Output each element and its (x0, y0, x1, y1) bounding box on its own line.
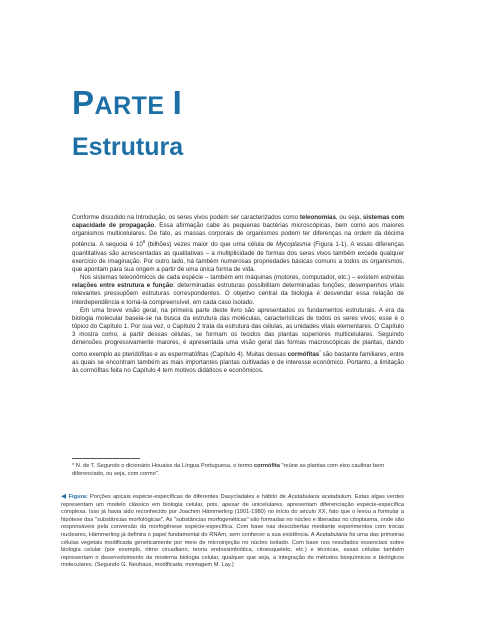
paragraph-1 (72, 214, 404, 274)
footnote-marker: * (319, 348, 321, 354)
term-acetabularia-acetabulum: Acetabularia acetabulum (287, 494, 352, 500)
footnote (72, 463, 404, 478)
exponent: 9 (142, 239, 146, 245)
part-word-rest: ARTE (94, 92, 165, 120)
text-run: . Estas algas verdes representam um modelo clássico em biologia celular, pois, (61, 494, 404, 508)
part-title: Estrutura (72, 133, 184, 161)
part-numeral: I (172, 84, 183, 121)
text-run: (Figura 1-1). A essas diferenças quantitativas são acrescentadas as qualitativas – a multiplicidade de formas dos seres vivos também excede qualquer exercício de imaginação. Por outro lado, há também numerosas propriedades básicas comuns a todos os organismos, que apontam para sua origem a partir de uma única forma de vida. (72, 241, 404, 273)
text-run: * N. de T. Segundo o dicionário Houaiss da Língua Portuguesa, o termo (72, 463, 255, 469)
text-run: Em uma breve visão geral, na primeira parte deste livro são apresentados os fundamentos estruturais. A era da biologia molecular baseia-se na busca da estrutura das moléculas, características de todos os seres vivos; esse é o tópico do Capítulo 1. Por sua vez, o Capítulo 2 trata da estrutura das células, as unidades vitais elementares. O Capítulo 3 mostra como, a partir dessas células, se formam os tecidos das plantas superiores multicelulares. Seguindo dimensões progressivamente maiores, é apresentada uma visão geral das formas macroscópicas de plantas, dando como exemplo as pteridófitas e as espermatófitas (Capítulo 4). Muitas dessas (72, 306, 404, 358)
term-acetabularia: Acetabularia (315, 531, 348, 538)
paragraph-3 (72, 307, 404, 375)
text-run: (bilhões) vezes maior do que uma célula de (145, 241, 276, 249)
text-run: "reúne as plantas com eixo caulinar bem diferenciado, ou seja, com cormo". (72, 463, 385, 477)
text-run: Nos sistemas teleonômicos de cada espécie – também em máquinas (motores, computador, etc.) – existem estreitas (80, 274, 404, 282)
footnote-divider (72, 458, 140, 459)
term-cormofitas: cormófitas (287, 350, 320, 358)
term-apesar: apesar (221, 501, 240, 508)
term-estrutura-funcao: relações entre estrutura e função (72, 282, 174, 290)
text-run: Conforme discutido na Introdução, os seres vivos podem ser caracterizados como (72, 214, 300, 221)
text-run: são bastante familiares, entre as quais se encontram também as mais importantes plantas cultivadas e de interesse econômico. Portanto, a limitação às cormófitas feita no Capítulo 4 tem motivos didáticos e econômicos. (72, 350, 404, 374)
text-run: de unicelulares, apresentam diferenciação espécie-específica complexa. Isso já havia sido reconhecido por Joachim Hämmerling (1901-1980) no início do século XX, fato que o levou a formular a hipótese das "substâncias morfológicas". As "substâncias morfogenéticas" são formadas no núcleo e liberadas no citoplasma, onde são responsáveis pela conversão da morfogênese espécie-específica. Com base nas descobertas mediante experimentos com trocas nucleares, Hämmerling já definira o papel fundamental do RNAm, sem conhecer a sua existência. A (61, 501, 404, 538)
arrow-left-icon: ◀ (61, 493, 67, 500)
text-run: , ou seja, (335, 214, 363, 221)
term-mycoplasma: Mycoplasma (275, 241, 311, 249)
term-cormofita: cormófita (254, 463, 280, 469)
term-teleonomias: teleonomias (299, 214, 336, 221)
paragraph-2 (72, 274, 404, 307)
text-run: . Essa afirmação cabe às pequenas bactérias microscópicas, bem como aos maiores organismos multicelulares. De fato, as massas corporais de organismos podem ter diferenças na ordem da décima potência. A sequoia é 10 (72, 222, 404, 249)
part-heading (72, 85, 182, 124)
figure-caption (61, 493, 404, 570)
figure-label: Figura: (68, 494, 88, 500)
intro-text (72, 214, 404, 375)
text-run: foi uma das primeiras células vegetais modificada geneticamente por meio de microinjeção no núcleo isolado. Com base nos resultados essenciais sobre biologia celular (por exemplo, ritmo circadiano, teoria endossimbiótica, citoesqueleto, etc.) e técnicas, essas células também representam o desenvolvimento da moderna biologia celular, qualquer que seja, a integração de métodos bioquímicos e biológicos moleculares. (Segundo G. Neuhaus, modificada; montagem M. Lay.) (61, 531, 404, 569)
text-run: : determinadas estruturas possibilitam determinadas funções; desempenhos vitais relevantes pressupõem estruturas correspondentes. O objetivo central da biologia é desvendar essa relação de interdependência e torná-la compreensível, em cada caso isolado. (72, 282, 404, 306)
term-sistemas-propagacao: sistemas com capacidade de propagação (72, 214, 404, 230)
text-run: Porções apicais espécie-específicas de diferentes Dasycladales e hábito de (87, 494, 288, 500)
part-word-initial: P (72, 84, 95, 121)
